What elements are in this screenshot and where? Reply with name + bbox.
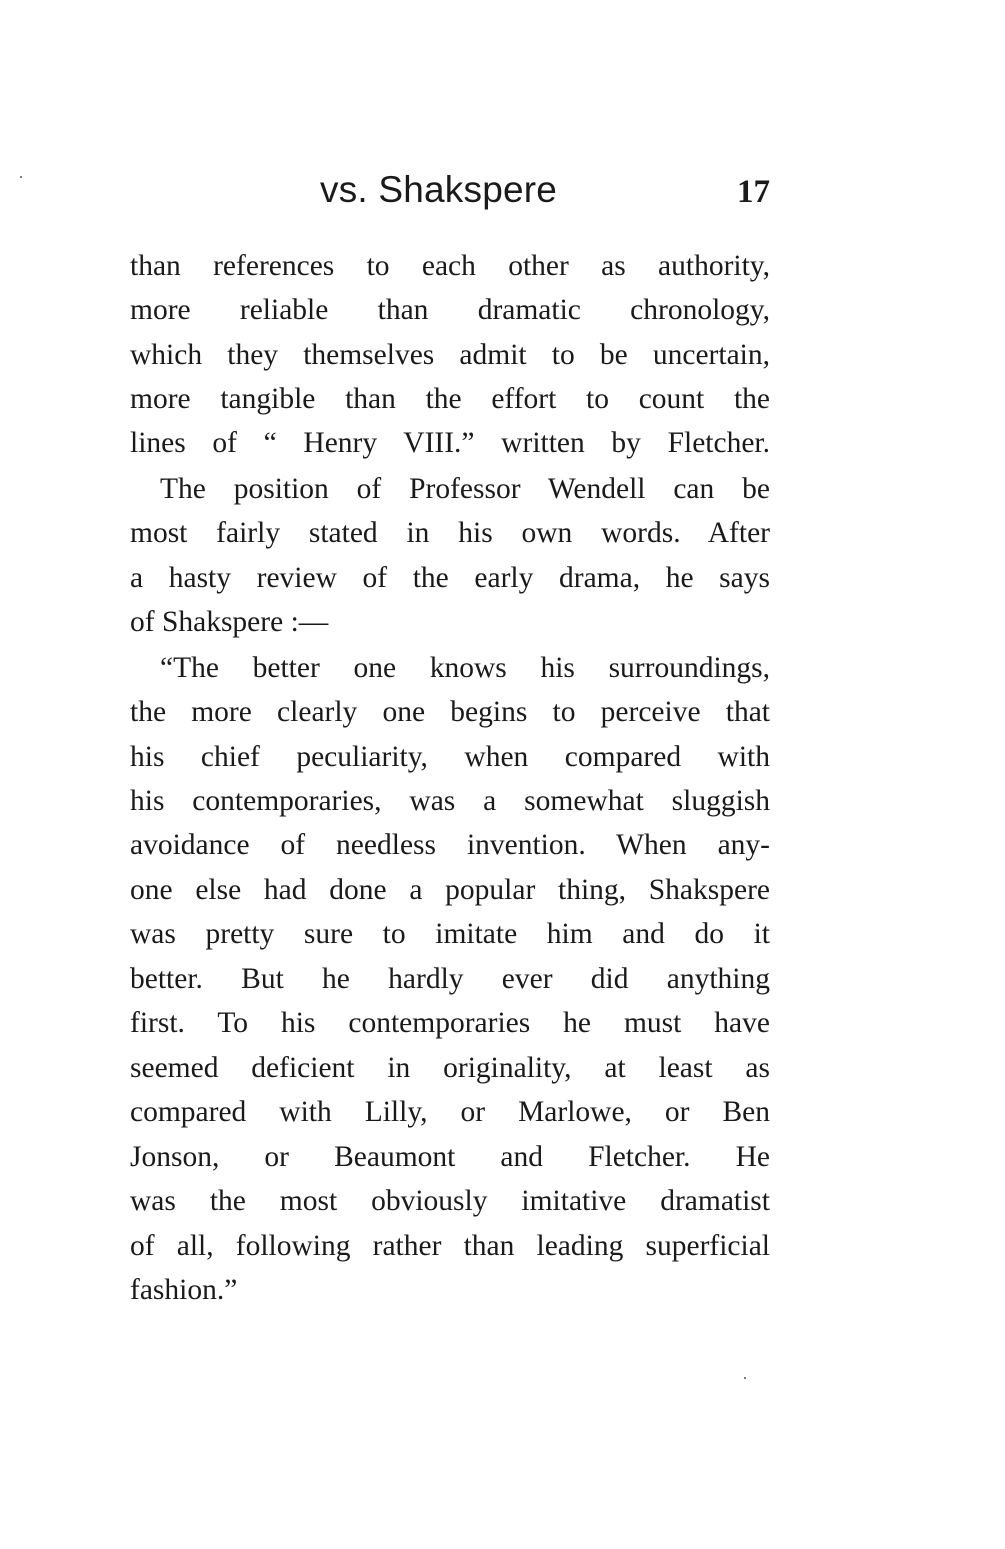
text-line: first. To his contemporaries he must have [130, 1007, 770, 1039]
page-number: 17 [737, 174, 770, 210]
text-line: which they themselves admit to be uncertain, [130, 339, 770, 371]
page-header [130, 168, 770, 218]
text-line: seemed deficient in originality, at least as [130, 1052, 770, 1084]
text-line: lines of “ Henry VIII.” written by Fletcher. [130, 427, 770, 459]
text-line: most fairly stated in his own words. After [130, 517, 770, 549]
text-line: better. But he hardly ever did anything [130, 963, 770, 995]
text-line: “The better one knows his surroundings, [160, 652, 770, 684]
text-line: more tangible than the effort to count the [130, 383, 770, 415]
text-line: fashion.” [130, 1274, 238, 1306]
text-line: the more clearly one begins to perceive that [130, 696, 770, 728]
text-line: Jonson, or Beaumont and Fletcher. He [130, 1141, 770, 1173]
text-line: than references to each other as authority, [130, 250, 770, 282]
running-head: vs. Shakspere [320, 169, 558, 210]
text-line: his chief peculiarity, when compared with [130, 741, 770, 773]
text-line: a hasty review of the early drama, he says [130, 562, 770, 594]
text-line: was the most obviously imitative dramatist [130, 1185, 770, 1217]
text-line: of all, following rather than leading superficial [130, 1230, 770, 1262]
text-line: compared with Lilly, or Marlowe, or Ben [130, 1096, 770, 1128]
text-line: more reliable than dramatic chronology, [130, 294, 770, 326]
text-line: The position of Professor Wendell can be [160, 473, 770, 505]
text-line: his contemporaries, was a somewhat sluggish [130, 785, 770, 817]
scan-speck [744, 1377, 746, 1379]
scan-speck [20, 176, 22, 178]
text-line: avoidance of needless invention. When any- [130, 829, 770, 861]
text-line: was pretty sure to imitate him and do it [130, 918, 770, 950]
text-line: one else had done a popular thing, Shakspere [130, 874, 770, 906]
text-line: of Shakspere :— [130, 606, 329, 638]
